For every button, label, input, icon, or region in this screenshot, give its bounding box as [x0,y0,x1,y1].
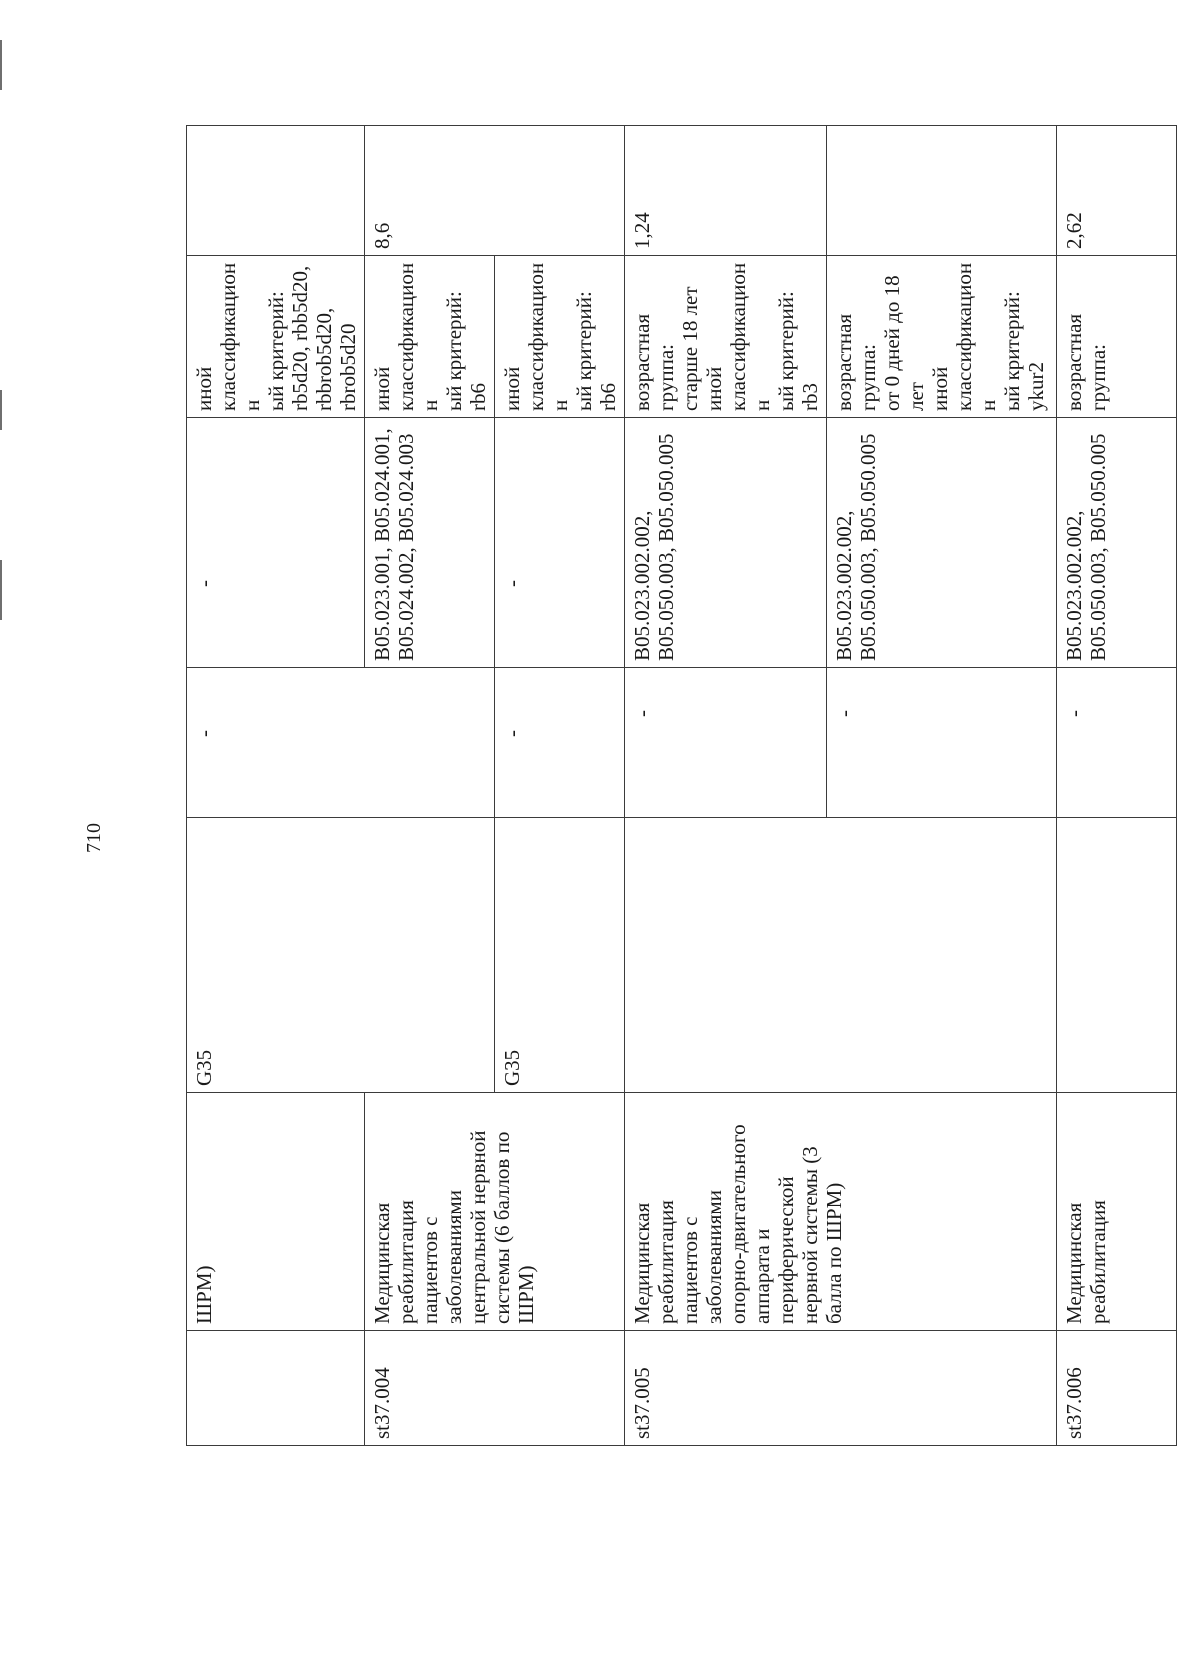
cell-diagnosis [625,818,1057,1093]
cell-diagnosis: G35 [187,818,495,1093]
cell-service-codes: B05.023.002.002, B05.050.003, B05.050.005 [827,418,1057,668]
cell-name: ШРМ) [187,1093,365,1331]
cell-diagnosis [1057,818,1177,1093]
cell-code [187,1331,365,1446]
cell-coefficient: 2,62 [1057,126,1177,256]
scan-edge-mark [0,560,2,620]
cell-coefficient: 1,24 [625,126,827,256]
cell-service: - [495,668,625,818]
cell-criteria: возрастная группа: от 0 дней до 18 лет иной классификационн ый критерий: ykur2 [827,256,1057,418]
cell-service-codes: B05.023.002.002, B05.050.003, B05.050.005 [625,418,827,668]
cell-service-codes: - [495,418,625,668]
cell-criteria: иной классификационн ый критерий: rb6 [495,256,625,418]
cell-service-codes: - [187,418,365,668]
cell-code: st37.006 [1057,1331,1177,1446]
cell-name: Медицинская реабилитация пациентов с заболеваниями опорно-двигательного аппарата и периферической нервной системы (3 балла по ШРМ) [625,1093,1057,1331]
cell-name: Медицинская реабилитация [1057,1093,1177,1331]
cell-criteria: иной классификационн ый критерий: rb6 [365,256,495,418]
cell-service: - [187,668,495,818]
cell-criteria: возрастная группа: [1057,256,1177,418]
cell-service-codes: B05.023.002.002, B05.050.003, B05.050.005 [1057,418,1177,668]
cell-service-codes: B05.023.001, B05.024.001, B05.024.002, B05.024.003 [365,418,495,668]
cell-code: st37.005 [625,1331,1057,1446]
cell-service: - [1057,668,1177,818]
cell-code: st37.004 [365,1331,625,1446]
cell-coefficient: 8,6 [365,126,625,256]
cell-diagnosis: G35 [495,818,625,1093]
tariff-table [186,126,1110,1446]
cell-criteria: возрастная группа: старше 18 лет иной классификационн ый критерий: rb3 [625,256,827,418]
cell-name: Медицинская реабилитация пациентов с заболеваниями центральной нервной системы (6 баллов по ШРМ) [365,1093,625,1331]
table-row [1057,126,1177,1446]
table-row [187,126,365,1446]
cell-criteria: иной классификационн ый критерий: rb5d20, rbb5d20, rbbrob5d20, rbrob5d20 [187,256,365,418]
cell-service: - [827,668,1057,818]
cell-coefficient [827,126,1057,256]
scan-edge-mark [0,390,2,430]
cell-service: - [625,668,827,818]
cell-coefficient [187,126,365,256]
page-number: 710 [83,823,105,853]
table-row [625,126,827,1446]
scan-edge-mark [0,40,2,90]
